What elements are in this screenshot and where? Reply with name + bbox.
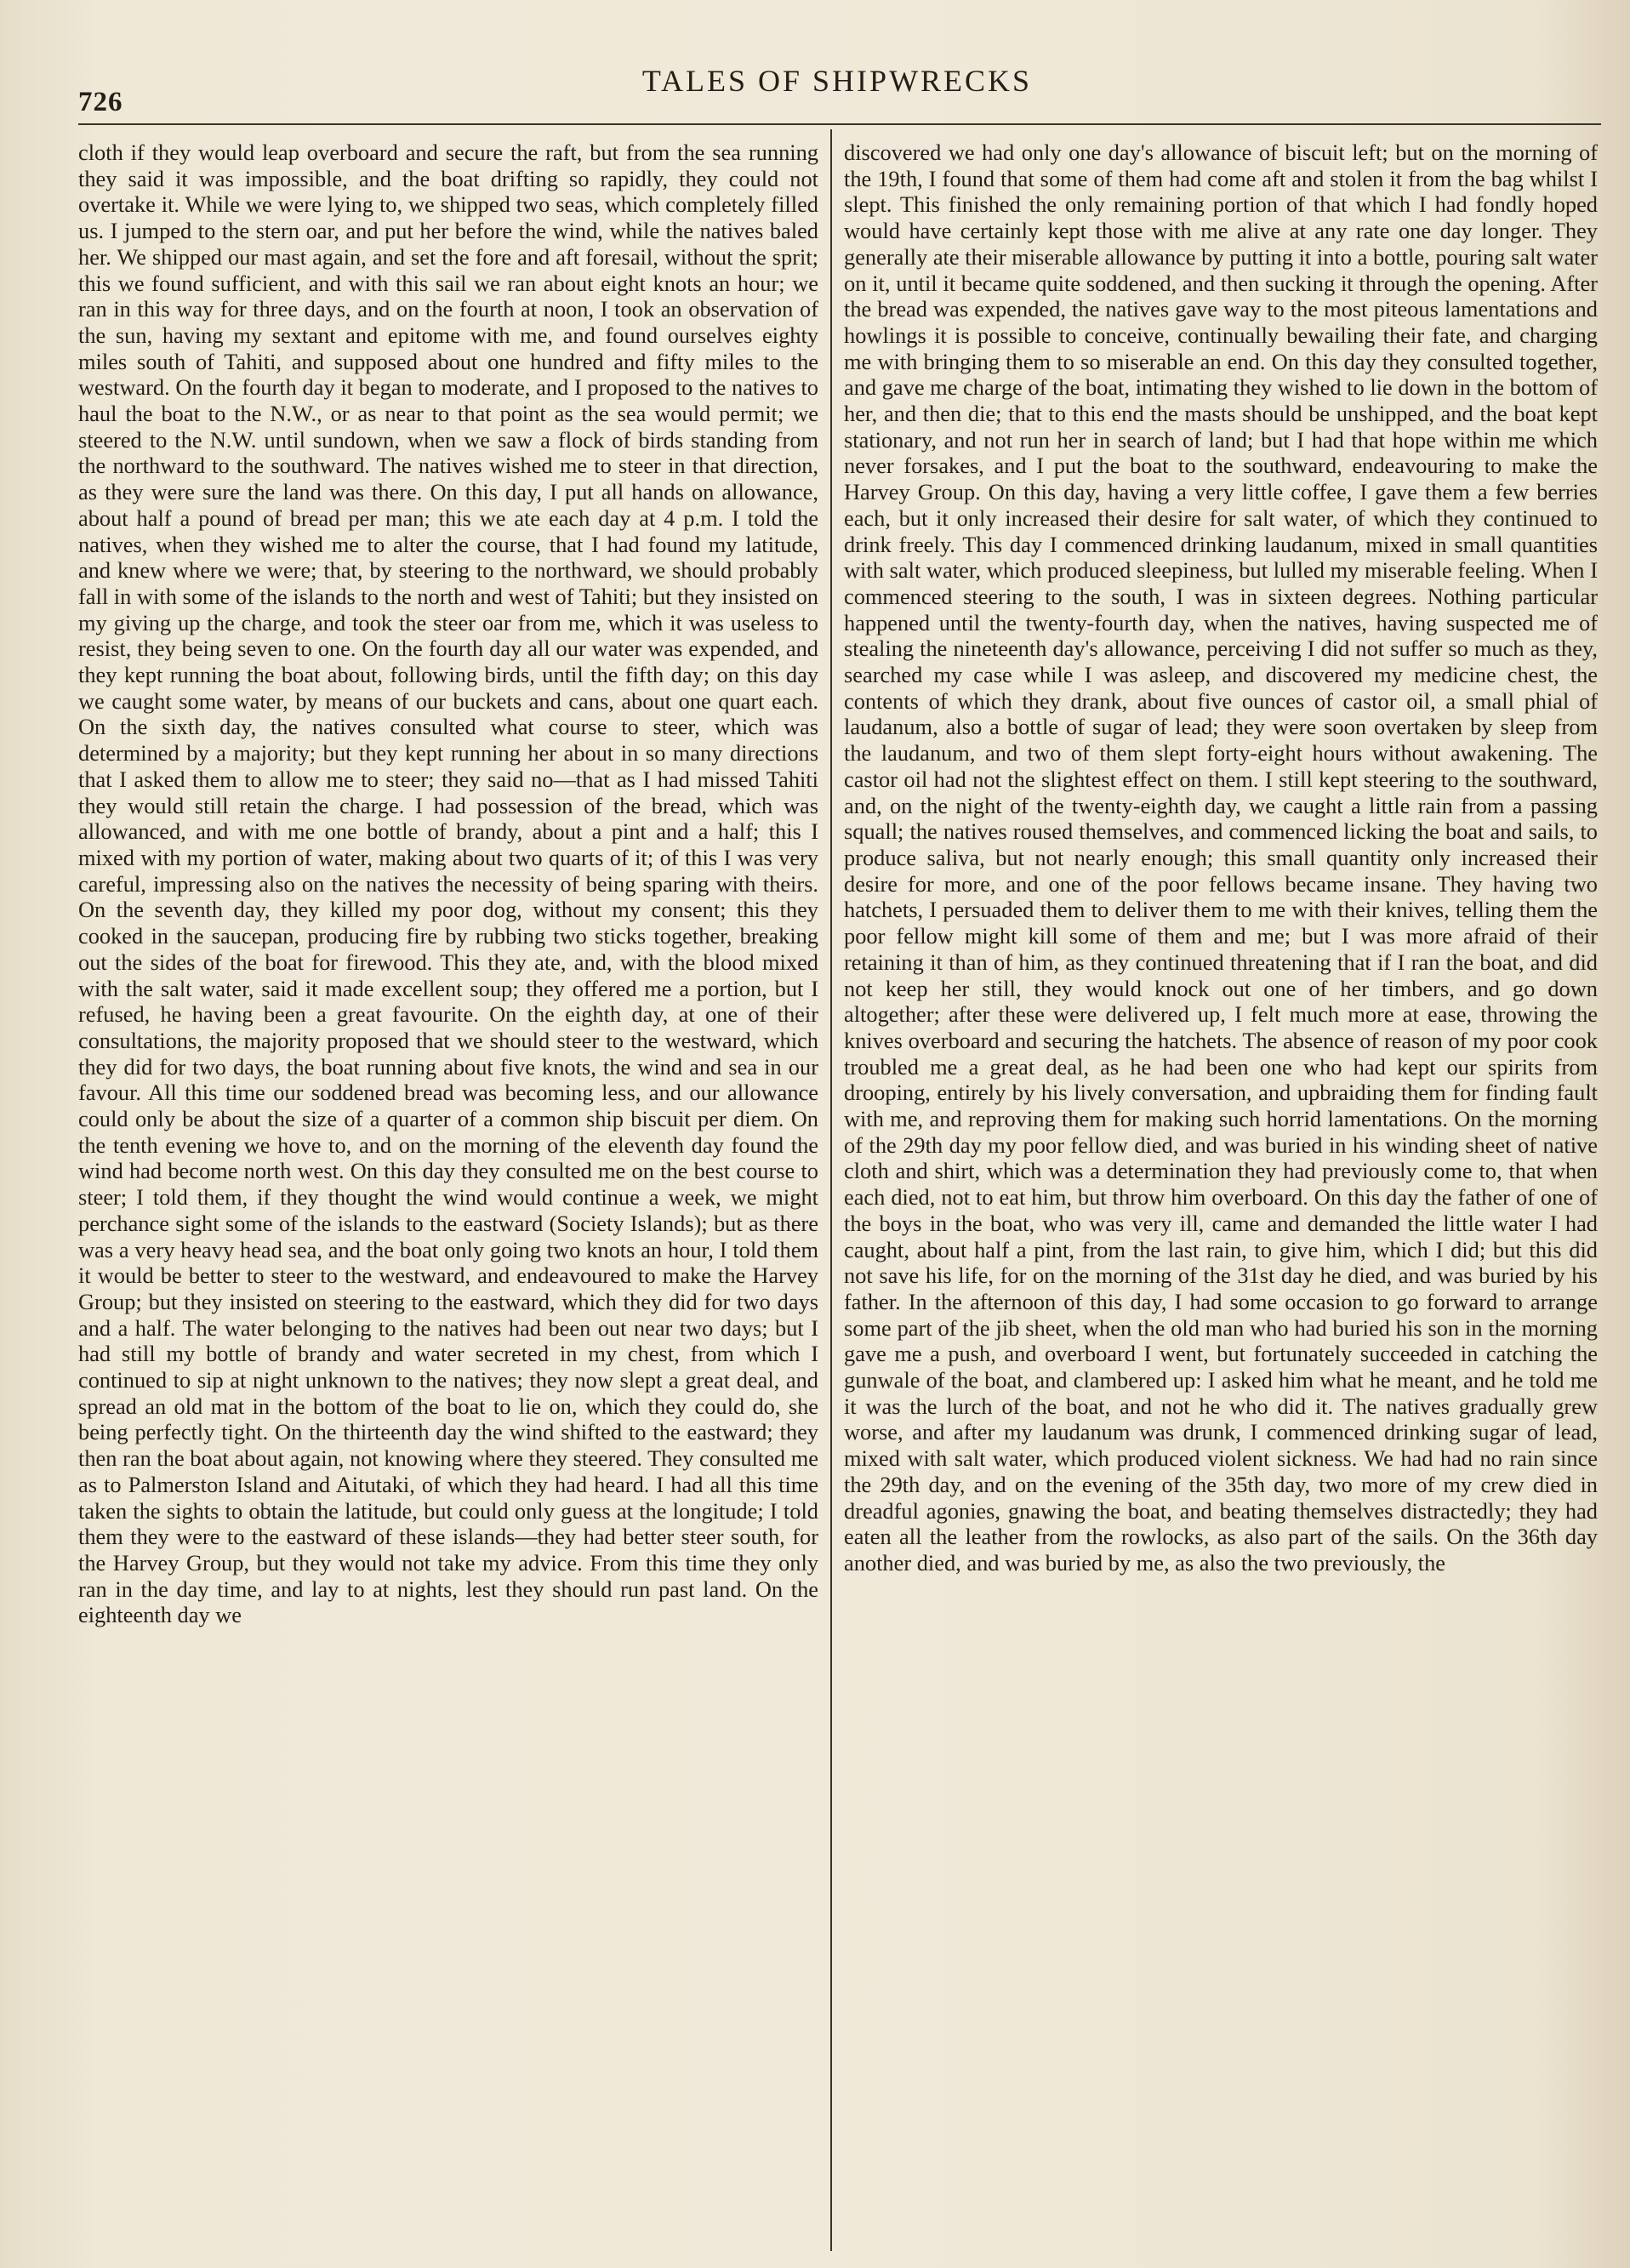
page-number: 726 — [78, 87, 123, 117]
running-head — [78, 63, 1596, 117]
left-column — [78, 140, 818, 2241]
right-column-text: discovered we had only one day's allowance of biscuit left; but on the morning of the 19th, I found that some of them had come aft and stolen it from the bag whilst I slept. This finished the only remaining portion of that which I had fondly hoped would have certainly kept those with me alive at any rate one day longer. They generally ate their miserable allowance by putting it into a bottle, pouring salt water on it, until it became quite soddened, and then sucking it through the opening. After the bread was expended, the natives gave way to the most piteous lamentations and howlings it is possible to conceive, continually bewailing their fate, and charging me with bringing them to so miserable an end. On this day they consulted together, and gave me charge of the boat, intimating they wished to lie down in the bottom of her, and then die; that to this end the masts should be unshipped, and the boat kept stationary, and not run her in search of land; but I had that hope within me which never forsakes, and I put the boat to the southward, endeavouring to make the Harvey Group. On this day, having a very little coffee, I gave them a few berries each, but it only increased their desire for salt water, of which they continued to drink freely. This day I commenced drinking laudanum, mixed in small quantities with salt water, which produced sleepiness, but lulled my miserable feeling. When I commenced steering to the south, I was in sixteen degrees. Nothing particular happened until the twenty-fourth day, when the natives, having suspected me of stealing the nineteenth day's allowance, perceiving I did not suffer so much as they, searched my case while I was asleep, and discovered my medicine chest, the contents of which they drank, about five ounces of castor oil, a small phial of laudanum, also a bottle of sugar of lead; they were soon overtaken by sleep from the laudanum, and two of them slept forty-eight hours without awakening. The castor oil had not the slightest effect on them. I still kept steering to the southward, and, on the night of the twenty-eighth day, we caught a little rain from a passing squall; the natives roused themselves, and commenced licking the boat and sails, to produce saliva, but not nearly enough; this small quantity only increased their desire for more, and one of the poor fellows became insane. They having two hatchets, I persuaded them to deliver them to me with their knives, telling them the poor fellow might kill some of them and me; but I was more afraid of their retaining it than of him, as they continued threatening that if I ran the boat, and did not keep her still, they would knock out one of her timbers, and go down altogether; after these were delivered up, I felt much more at ease, throwing the knives overboard and securing the hatchets. The absence of reason of my poor cook troubled me a great deal, as he had been one who had kept our spirits from drooping, entirely by his lively conversation, and upbraiding them for finding fault with me, and reproving them for making such horrid lamentations. On the morning of the 29th day my poor fellow died, and was buried in his winding sheet of native cloth and shirt, which was a determination they had previously come to, that when each died, not to eat him, but throw him overboard. On this day the father of one of the boys in the boat, who was very ill, came and demanded the little water I had caught, about half a pint, from the last rain, to give him, which I did; but this did not save his life, for on the morning of the 31st day he died, and was buried by his father. In the afternoon of this day, I had some occasion to go forward to arrange some part of the jib sheet, when the old man who had buried his son in the morning gave me a push, and overboard I went, but fortunately succeeded in catching the gunwale of the boat, and clambered up: I asked him what he meant, and he told me it was the lurch of the boat, and not he who did it. The natives gradually grew worse, and after my laudanum was drunk, I commenced drinking sugar of lead, mixed with salt water, which produced violent sickness. We had had no rain since the 29th day, and on the evening of the 35th day, two more of my crew died in dreadful agonies, gnawing the boat, and beating themselves distractedly; they had eaten all the leather from the rowlocks, as also part of the sails. On the 36th day another died, and was buried by me, as also the two previously, the — [844, 140, 1598, 1576]
right-column — [844, 140, 1598, 2241]
header-rule — [78, 123, 1601, 125]
left-column-text: cloth if they would leap overboard and secure the raft, but from the sea running they said it was impossible, and the boat drifting so rapidly, they could not overtake it. While we were lying to, we shipped two seas, which completely filled us. I jumped to the stern oar, and put her before the wind, while the natives baled her. We shipped our mast again, and set the fore and aft foresail, without the sprit; this we found sufficient, and with this sail we ran about eight knots an hour; we ran in this way for three days, and on the fourth at noon, I took an observation of the sun, having my sextant and epitome with me, and found ourselves eighty miles south of Tahiti, and supposed about one hundred and fifty miles to the westward. On the fourth day it began to moderate, and I proposed to the natives to haul the boat to the N.W., or as near to that point as the sea would permit; we steered to the N.W. until sundown, when we saw a flock of birds standing from the northward to the southward. The natives wished me to steer in that direction, as they were sure the land was there. On this day, I put all hands on allowance, about half a pound of bread per man; this we ate each day at 4 p.m. I told the natives, when they wished me to alter the course, that I had found my latitude, and knew where we were; that, by steering to the northward, we should probably fall in with some of the islands to the north and west of Tahiti; but they insisted on my giving up the charge, and took the steer oar from me, which it was useless to resist, they being seven to one. On the fourth day all our water was expended, and they kept running the boat about, following birds, until the fifth day; on this day we caught some water, by means of our buckets and cans, about one quart each. On the sixth day, the natives consulted what course to steer, which was determined by a majority; but they kept running her about in so many directions that I asked them to allow me to steer; they said no—that as I had missed Tahiti they would still retain the charge. I had possession of the bread, which was allowanced, and with me one bottle of brandy, about a pint and a half; this I mixed with my portion of water, making about two quarts of it; of this I was very careful, impressing also on the natives the necessity of being sparing with theirs. On the seventh day, they killed my poor dog, without my consent; this they cooked in the saucepan, producing fire by rubbing two sticks together, breaking out the sides of the boat for firewood. This they ate, and, with the blood mixed with the salt water, said it made excellent soup; they offered me a portion, but I refused, he having been a great favourite. On the eighth day, at one of their consultations, the majority proposed that we should steer to the westward, which they did for two days, the boat running about five knots, the wind and sea in our favour. All this time our soddened bread was becoming less, and our allowance could only be about the size of a quarter of a common ship biscuit per diem. On the tenth evening we hove to, and on the morning of the eleventh day found the wind had become north west. On this day they consulted me on the best course to steer; I told them, if they thought the wind would continue a week, we might perchance sight some of the islands to the eastward (Society Islands); but as there was a very heavy head sea, and the boat only going two knots an hour, I told them it would be better to steer to the westward, and endeavoured to make the Harvey Group; but they insisted on steering to the eastward, which they did for two days and a half. The water belonging to the natives had been out near two days; but I had still my bottle of brandy and water secreted in my chest, from which I continued to sip at night unknown to the natives; they now slept a great deal, and spread an old mat in the bottom of the boat to lie on, which they could do, she being perfectly tight. On the thirteenth day the wind shifted to the eastward; they then ran the boat about again, not knowing where they steered. They consulted me as to Palmerston Island and Aitutaki, of which they had heard. I had all this time taken the sights to obtain the latitude, but could only guess at the longitude; I told them they were to the eastward of these islands—they had better steer south, for the Harvey Group, but they would not take my advice. From this time they only ran in the day time, and lay to at nights, lest they should run past land. On the eighteenth day we — [78, 140, 818, 1628]
column-divider — [830, 129, 832, 2251]
running-title: TALES OF SHIPWRECKS — [641, 64, 1033, 98]
